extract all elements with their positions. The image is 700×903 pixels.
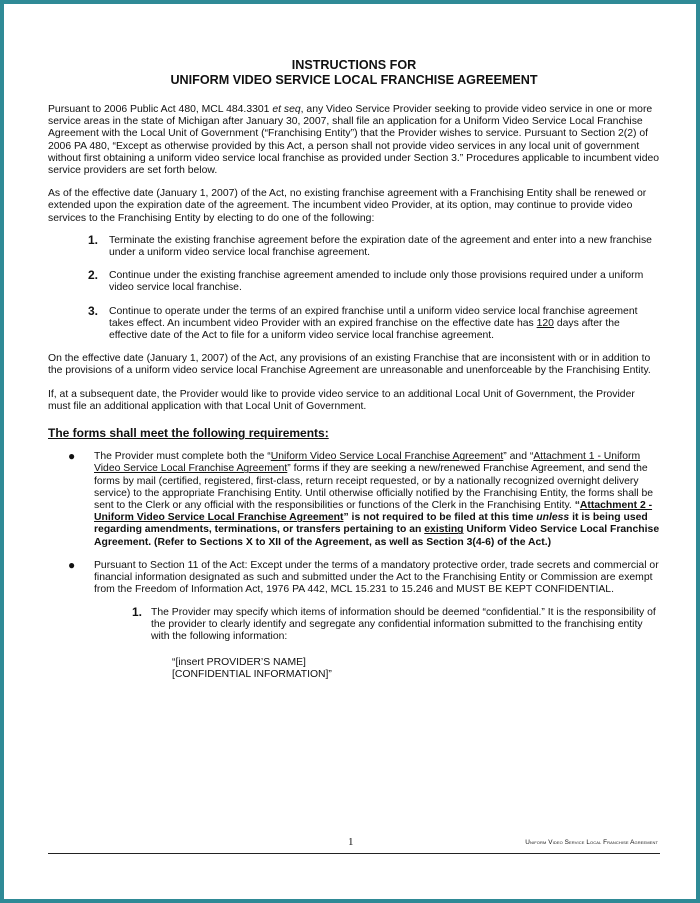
inconsistent-provisions-paragraph: On the effective date (January 1, 2007) of the Act, any provisions of an existing Franchise that are inconsistent with or in addition to the provisions of a uniform video service local Franchise Agreement are unreasonable and unenforceable by the Franchising Entity. xyxy=(48,353,651,377)
intro-paragraph xyxy=(48,104,660,177)
requirement-bold-text: it is being used regarding amendments, terminations, or transfers pertaining to an xyxy=(94,512,648,536)
requirement-bold-italic-text: unless xyxy=(536,512,570,524)
requirement-bold-underlined-text: existing xyxy=(424,524,464,536)
page-footer xyxy=(48,833,660,854)
requirement-bold-text: “ xyxy=(574,500,580,512)
requirement-text: The Provider must complete both the “ xyxy=(94,451,271,463)
sub-item-text: The Provider may specify which items of information should be deemed “confidential.” It is the responsibility of the provider to clearly identify and segregate any confidential information submitted to the franchising entity with the following information: xyxy=(151,606,656,642)
title-line-2: UNIFORM VIDEO SERVICE LOCAL FRANCHISE AGREEMENT xyxy=(170,73,538,87)
intro-text-a: Pursuant to 2006 Public Act 480, MCL 484.3301 xyxy=(48,104,273,115)
footer-document-title: Uniform Video Service Local Franchise Agreement xyxy=(525,839,658,846)
quote-line: “[insert PROVIDER’S NAME] xyxy=(172,657,306,669)
requirement-bold-text: Uniform Video Service Local Franchise Agreement. (Refer to Sections X to XII of the Agreement, as well as Section 3(4-6) of the Act.) xyxy=(94,524,660,548)
effective-date-paragraph: As of the effective date (January 1, 2007) of the Act, no existing franchise agreement with a Franchising Entity shall be renewed or extended upon the expiration date of the agreement. The incumbent video Provider, at its option, may continue to provide video services to the Franchising Entity by electing to do one of the following: xyxy=(48,188,647,224)
agreement-form-name: Uniform Video Service Local Franchise Agreement xyxy=(270,451,504,463)
intro-text-italic: et seq xyxy=(272,104,301,115)
document-body xyxy=(48,58,660,693)
option-item xyxy=(48,303,660,343)
option-item xyxy=(48,232,660,259)
sub-item-number: 1. xyxy=(132,604,143,619)
page-number: 1 xyxy=(348,836,354,848)
attachment-2-form-name: Attachment 2 - Uniform Video Service Local Franchise Agreement xyxy=(94,500,653,524)
option-text: Terminate the existing franchise agreement before the expiration date of the agreement and enter into a new franchise under a uniform video service local franchise agreement. xyxy=(109,234,652,259)
additional-application-paragraph: If, at a subsequent date, the Provider would like to provide video service to an additional Local Unit of Government, the Provider must file an additional application with that Local Unit of Government. xyxy=(48,388,635,412)
requirement-bold-text: ” is not required to be filed at this time xyxy=(343,512,537,524)
document-page xyxy=(4,4,696,899)
option-text-a: Continue to operate under the terms of an expired franchise until a uniform video service local franchise agreement takes effect. An incumbent video Provider with an expired franchise on the effective date has xyxy=(109,305,638,329)
requirement-item xyxy=(48,451,660,549)
requirement-text: ” forms if they are seeking a new/renewed Franchise Agreement, and send the forms by mail (certified, registered, first-class, return receipt requested, or by a nationally recognized overnight delivery service) to the appropriate Franchising Entity. Until otherwise officially notified by the Franchising Entity, the forms shall be sent to the Clerk or any official with the responsibilities or functions of the Clerk in the Franchising Entity. xyxy=(94,463,654,512)
confidential-sub-item xyxy=(48,604,660,644)
quote-line: [CONFIDENTIAL INFORMATION]” xyxy=(172,669,332,681)
options-list xyxy=(48,232,660,342)
requirement-text: ” and “ xyxy=(503,451,534,463)
attachment-1-form-name: Attachment 1 - Uniform Video Service Local Franchise Agreement xyxy=(94,451,641,475)
option-text-b: days after the effective date of the Act to file for a uniform video service local franchise agreement. xyxy=(109,317,620,342)
intro-text-c: , any Video Service Provider seeking to provide video service in one or more service areas in the state of Michigan after January 30, 2007, shall file an application for a Uniform Video Service Local Franchise Agreement with the Local Unit of Government (“Franchising Entity”) that the Provider wishes to service. Pursuant to Section 2(2) of 2006 PA 480, “Except as otherwise provided by this Act, a person shall not provide video services in any local unit of government without first obtaining a uniform video service local franchise as provided under Section 3.” Procedures applicable to incumbent video service providers are set forth below. xyxy=(48,104,660,177)
option-number: 3. xyxy=(88,303,99,318)
requirements-list xyxy=(48,451,660,681)
option-text: Continue under the existing franchise agreement amended to include only those provisions required under a uniform video service local franchise. xyxy=(109,270,644,294)
requirements-heading: The forms shall meet the following requirements: xyxy=(48,426,329,441)
requirement-item xyxy=(48,557,660,682)
option-item xyxy=(48,270,660,294)
bullet-dot-icon: ● xyxy=(68,557,76,572)
option-days-value: 120 xyxy=(536,317,554,329)
requirement-text: Pursuant to Section 11 of the Act: Except under the terms of a mandatory protective order, trade secrets and commercial or financial information designated as such and submitted under the Act to the Franchising Entity or Commission are exempt from the Freedom of Information Act, 1976 PA 442, MCL 15.231 to 15.246 and MUST BE KEPT CONFIDENTIAL. xyxy=(94,559,659,596)
option-number: 2. xyxy=(88,268,99,283)
bullet-dot-icon: ● xyxy=(68,449,76,464)
title-line-1: INSTRUCTIONS FOR xyxy=(291,58,417,72)
confidential-label-block xyxy=(48,657,660,681)
option-number: 1. xyxy=(88,232,99,247)
